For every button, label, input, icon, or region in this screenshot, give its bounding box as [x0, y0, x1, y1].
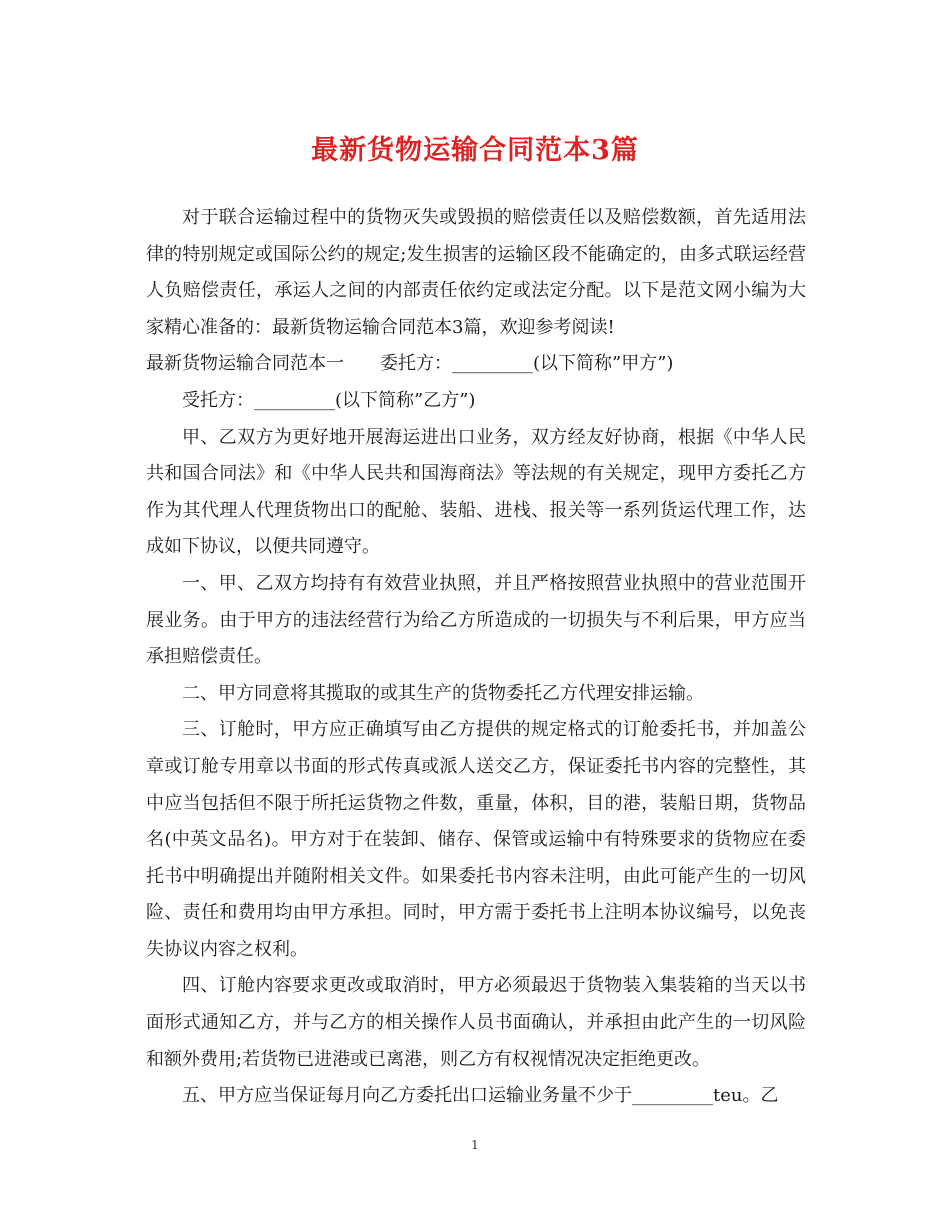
document-title: 最新货物运输合同范本3篇 — [311, 135, 639, 166]
paragraph-clause-2: 二、甲方同意将其揽取的或其生产的货物委托乙方代理安排运输。 — [182, 682, 704, 704]
paragraph-clause-5: 五、甲方应当保证每月向乙方委托出口运输业务量不少于_________teu。乙 — [182, 1085, 779, 1107]
paragraph-intro: 对于联合运输过程中的货物灭失或毁损的赔偿责任以及赔偿数额，首先适用法律的特别规定或国际公约的规定;发生损害的运输区段不能确定的，由多式联运经营人负赔偿责任，承运人之间的内部责任依约定或法定分配。以下是范文网小编为大家精心准备的：最新货物运输合同范本3篇，欢迎参考阅读! — [146, 207, 806, 338]
paragraph-clause-3: 三、订舱时，甲方应正确填写由乙方提供的规定格式的订舱委托书，并加盖公章或订舱专用章以书面的形式传真或派人送交乙方，保证委托书内容的完整性，其中应当包括但不限于所托运货物之件数，重量，体积，目的港，装船日期，货物品名(中英文品名)。甲方对于在装卸、储存、保管或运输中有特殊要求的货物应在委托书中明确提出并随附相关文件。如果委托书内容未注明，由此可能产生的一切风险、责任和费用均由甲方承担。同时，甲方需于委托书上注明本协议编号，以免丧失协议内容之权利。 — [146, 719, 806, 960]
paragraph-clause-4: 四、订舱内容要求更改或取消时，甲方必须最迟于货物装入集装箱的当天以书面形式通知乙方，并与乙方的相关操作人员书面确认，并承担由此产生的一切风险和额外费用;若货物已进港或已离港，则乙方有权视情况决定拒绝更改。 — [146, 975, 806, 1070]
paragraph-heading-one: 最新货物运输合同范本一 委托方：_________(以下简称”甲方”) — [146, 353, 674, 375]
document-body — [146, 200, 806, 1115]
paragraph-party-b: 受托方：_________(以下简称”乙方”) — [182, 389, 476, 411]
paragraph-clause-1: 一、甲、乙双方均持有有效营业执照，并且严格按照营业执照中的营业范围开展业务。由于甲方的违法经营行为给乙方所造成的一切损失与不利后果，甲方应当承担赔偿责任。 — [146, 572, 806, 668]
page-number: 1 — [471, 1138, 479, 1152]
paragraph-preamble: 甲、乙双方为更好地开展海运进出口业务，双方经友好协商，根据《中华人民共和国合同法》和《中华人民共和国海商法》等法规的有关规定，现甲方委托乙方作为其代理人代理货物出口的配舱、装船、进栈、报关等一系列货运代理工作，达成如下协议，以便共同遵守。 — [146, 426, 806, 558]
